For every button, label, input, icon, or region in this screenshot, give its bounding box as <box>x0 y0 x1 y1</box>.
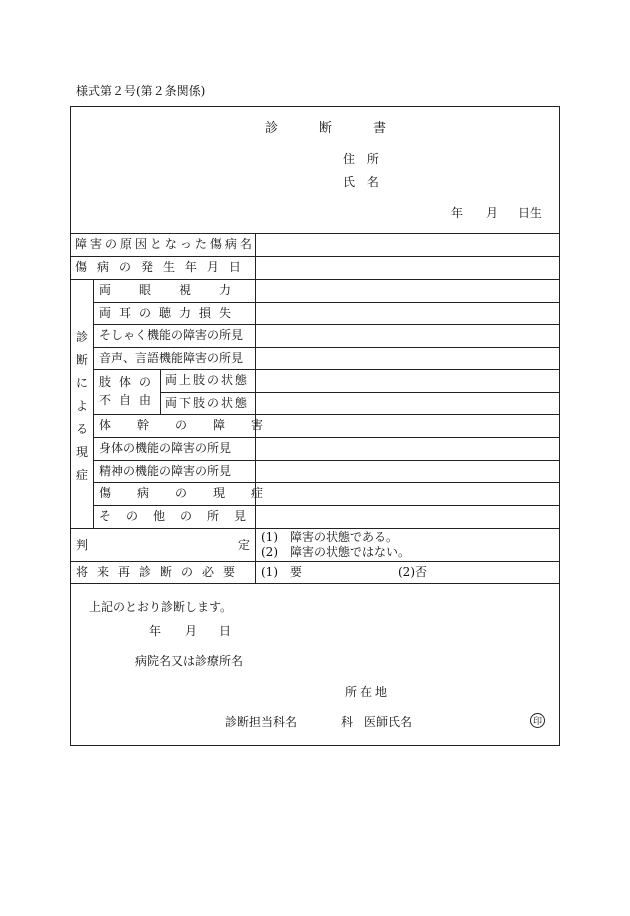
judgment-option-1-number: (1) <box>261 530 278 544</box>
judgment-option-1-text: 障害の状態である。 <box>290 530 399 544</box>
birth-month-label: 月 <box>486 206 499 220</box>
row-divider <box>160 392 560 393</box>
name-label: 氏 名 <box>343 175 383 189</box>
cause-disease-label: 障 害 の 原 因 と な っ た 傷 病 名 <box>75 237 252 251</box>
row-divider <box>93 437 560 438</box>
speech-label: 音声、言語機能障害の所見 <box>99 351 244 365</box>
hearing-label: 両耳の聴力損失 <box>99 306 240 320</box>
hospital-name-label: 病院名又は診療所名 <box>135 654 244 668</box>
row-divider <box>70 233 560 234</box>
lower-limb-label: 両下肢の状態 <box>165 396 250 410</box>
issue-month-label: 月 <box>185 624 198 638</box>
side-label-char: 断 <box>76 353 89 367</box>
row-divider <box>93 414 560 415</box>
row-divider <box>70 256 560 257</box>
row-divider <box>70 528 560 529</box>
row-divider <box>93 505 560 506</box>
other-findings-label: その他の所見 <box>99 509 262 523</box>
row-divider <box>93 369 560 370</box>
row-divider <box>93 460 560 461</box>
issue-day-label: 日 <box>219 624 232 638</box>
body-function-label: 身体の機能の障害の所見 <box>99 441 232 455</box>
document-title: 診 断 書 <box>265 121 401 136</box>
issue-year-label: 年 <box>149 624 162 638</box>
judgment-label-right: 定 <box>238 538 251 552</box>
attestation-statement: 上記のとおり診断します。 <box>89 600 233 614</box>
column-divider <box>160 369 161 414</box>
side-label-char: 現 <box>76 445 89 459</box>
judgment-label-left: 判 <box>76 538 89 552</box>
row-divider <box>93 347 560 348</box>
side-label-char: に <box>76 376 89 390</box>
side-label-char: 症 <box>76 468 89 482</box>
limb-label-line2: 不自由 <box>99 393 160 407</box>
side-label-char: る <box>76 422 89 436</box>
mental-function-label: 精神の機能の障害の所見 <box>99 464 232 478</box>
reexam-option-not-required: (2)否 <box>398 565 427 579</box>
location-label: 所在地 <box>345 685 391 699</box>
side-label-char: よ <box>76 399 89 413</box>
department-label: 診断担当科名 <box>225 715 298 729</box>
address-label: 住 所 <box>343 152 383 166</box>
judgment-option-2-text: 障害の状態ではない。 <box>290 545 411 559</box>
row-divider <box>70 561 560 562</box>
row-divider <box>93 324 560 325</box>
side-label-char: 診 <box>76 330 89 344</box>
reexam-label: 将来再診断の必要 <box>76 565 245 579</box>
birth-year-label: 年 <box>451 206 464 220</box>
onset-date-label: 傷 病 の 発 生 年 月 日 <box>75 260 250 274</box>
disease-symptom-label: 傷病の現症 <box>99 486 290 500</box>
form-number: 様式第２号(第２条関係) <box>76 84 206 98</box>
row-divider <box>93 482 560 483</box>
row-divider <box>70 279 560 280</box>
trunk-label: 体幹の障害 <box>99 418 290 432</box>
judgment-option-2-number: (2) <box>261 545 278 559</box>
limb-label-line1: 肢体の <box>99 375 160 389</box>
row-divider <box>93 302 560 303</box>
seal-mark-icon: 印 <box>530 713 545 728</box>
doctor-name-label: 医師氏名 <box>364 715 413 729</box>
row-divider <box>70 583 560 584</box>
mastication-label: そしゃく機能の障害の所見 <box>99 328 244 342</box>
column-divider <box>93 279 94 528</box>
department-suffix: 科 <box>341 715 354 729</box>
vision-label: 両眼視力 <box>99 283 260 297</box>
reexam-option-required: (1) 要 <box>261 565 302 579</box>
birth-day-label: 日生 <box>518 206 543 220</box>
upper-limb-label: 両上肢の状態 <box>165 373 250 387</box>
